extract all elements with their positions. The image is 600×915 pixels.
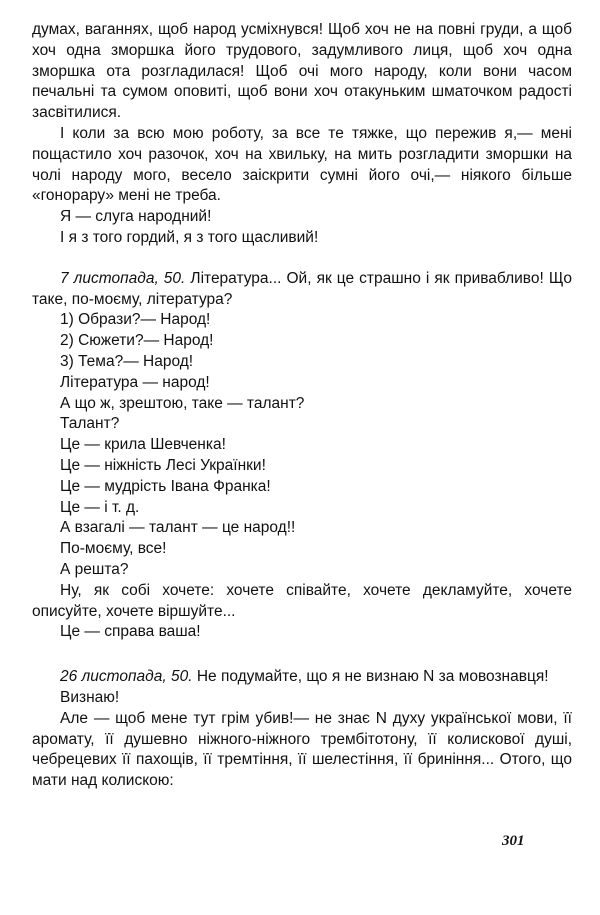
paragraph-smile: думах, ваганнях, щоб народ усміхнувся! Щоб хоч не на повні груди, а щоб хоч одна зморшка його трудового, задумливого лиця, щоб хоч одна зморшка ота розгладилася! Щоб очі мого народу, коли вони часом печальні та сумом оповиті, щоб вони хоч отакуньким шматочком радості засвітилися. [32, 21, 572, 122]
entry-line: 3) Тема?— Народ! [60, 352, 194, 370]
entry-line: По-моєму, все! [60, 540, 167, 558]
page-body [32, 20, 572, 792]
entry-text: Не подумайте, що я не визнаю N за мовознавця! [192, 668, 549, 686]
entry-line: А решта? [60, 560, 129, 578]
entry-line: 2) Сюжети?— Народ! [60, 332, 214, 350]
entry-line: Це — і т. д. [60, 498, 140, 516]
entry-line: Талант? [60, 415, 120, 433]
entry-paragraph: Але — щоб мене тут грім убив!— не знає N духу української мови, її аромату, її душевно ніжного-ніжного трембітотону, її колискової душі, чебрецевих її пахощів, її тремтіння, її шелестіння, її бриніння... Отого, що мати над колискою: [32, 709, 572, 790]
entry-line: Це — крила Шевченка! [60, 436, 226, 454]
entry-linguist-intro [32, 667, 572, 688]
entry-line: Література — народ! [60, 373, 210, 391]
entry-paragraph: Ну, як собі хочете: хочете співайте, хочете декламуйте, хочете описуйте, хочете віршуйте... [32, 581, 572, 620]
line-proud: І я з того гордий, я з того щасливий! [60, 228, 319, 246]
entry-line: А що ж, зрештою, таке — талант? [60, 394, 305, 412]
entry-literature-intro [32, 269, 572, 311]
entry-line: Це — мудрість Івана Франка! [60, 477, 271, 495]
entry-line: Визнаю! [60, 688, 120, 706]
paragraph-honorarium: І коли за всю мою роботу, за все те тяжке, що пережив я,— мені пощастило хоч разочок, хоч на хвильку, на мить розгладити зморшки на чолі народу мого, весело заіскрити сумні його очі,— ніякого більше «гонорару» мені не треба. [32, 124, 572, 205]
entry-closing: Це — справа ваша! [60, 623, 201, 641]
section-gap [32, 249, 572, 269]
entry-line: Це — ніжність Лесі Українки! [60, 456, 266, 474]
entry-line: А взагалі — талант — це народ!! [60, 519, 296, 537]
entry-text: Література... Ой, як це страшно і як привабливо! Що таке, по-моєму, література? [32, 269, 572, 308]
line-servant: Я — слуга народний! [60, 208, 212, 226]
entry-line: 1) Образи?— Народ! [60, 311, 211, 329]
entry-date: 26 листопада, 50. [60, 668, 193, 686]
section-gap [32, 643, 572, 667]
page-number: 301 [502, 833, 525, 849]
entry-date: 7 листопада, 50. [60, 269, 186, 287]
